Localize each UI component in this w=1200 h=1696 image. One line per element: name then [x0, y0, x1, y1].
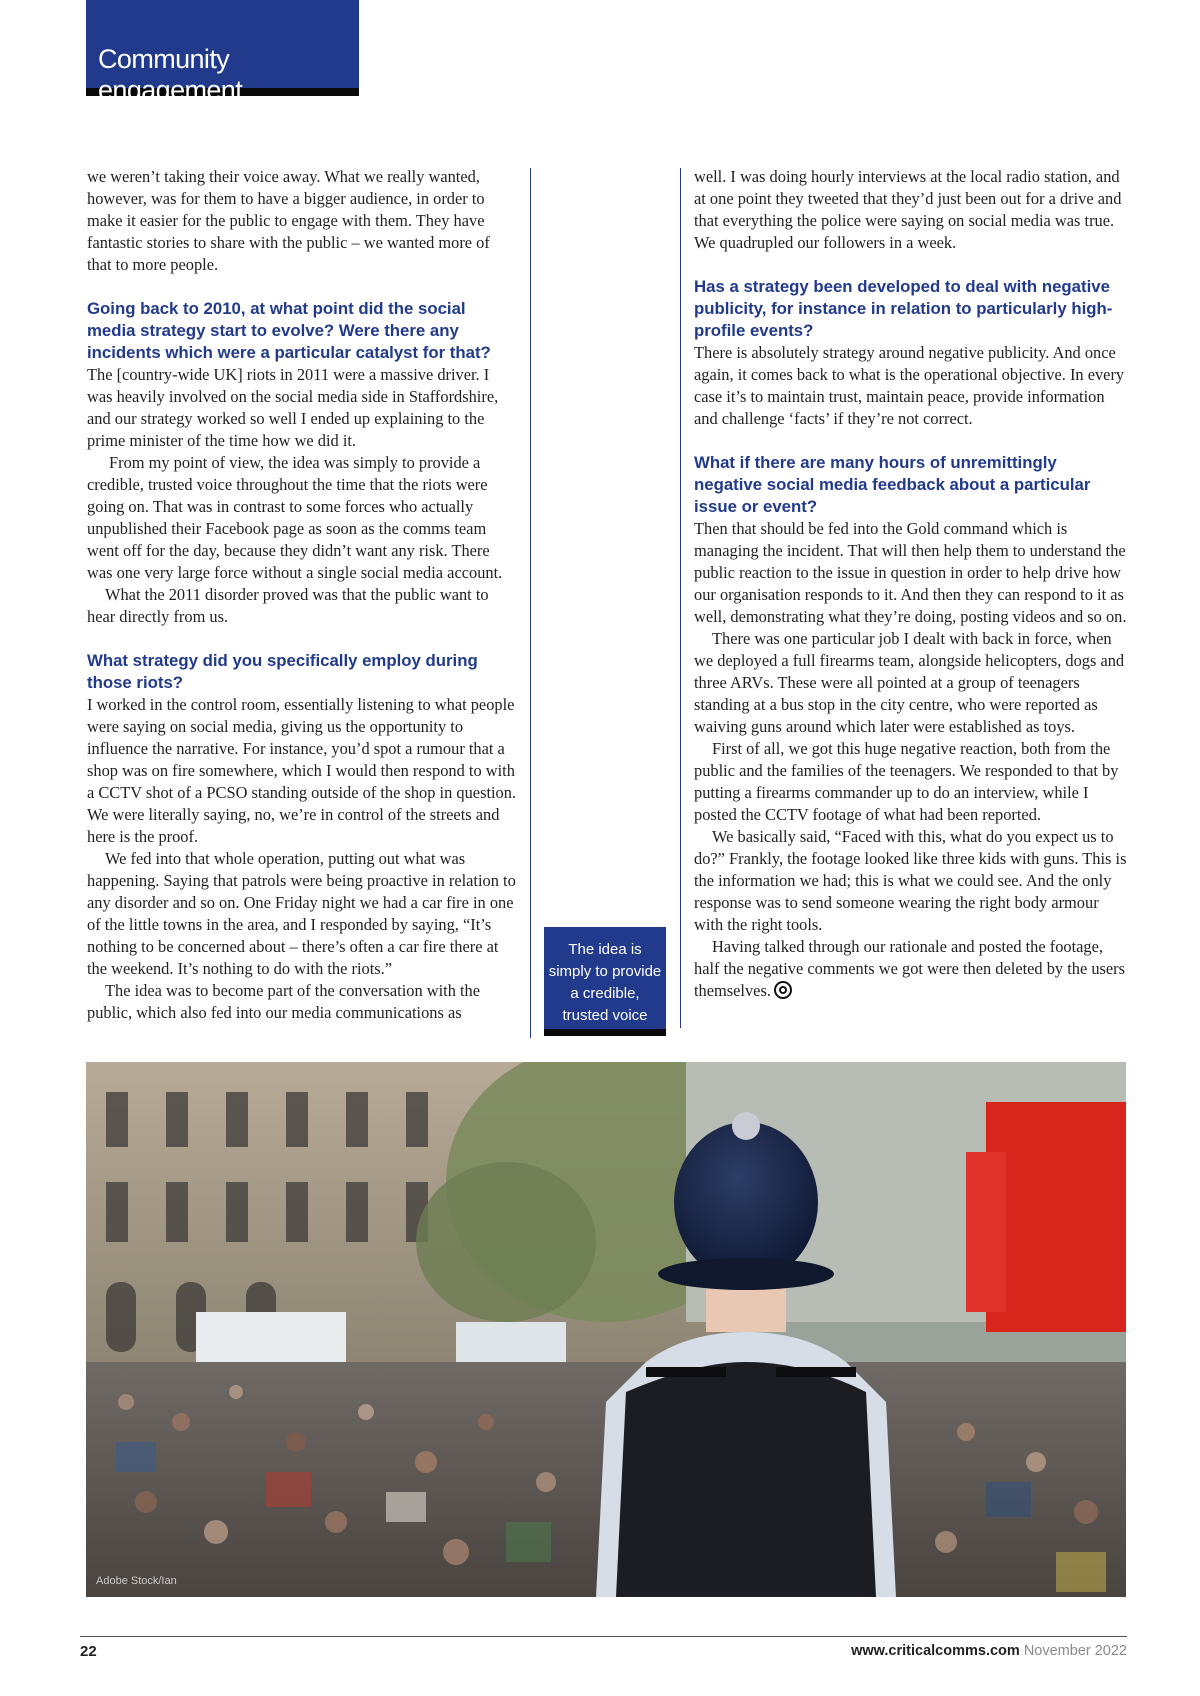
pull-quote [544, 927, 666, 1036]
interview-question: What strategy did you specifically employ during those riots? [87, 651, 478, 692]
body-paragraph: The [country-wide UK] riots in 2011 were a massive driver. I was heavily involved on the social media side in Staffordshire, and our strategy worked so well I ended up explaining to the prime minister of the time how we did it. [87, 365, 499, 450]
issue-date: November 2022 [1023, 1643, 1127, 1659]
body-paragraph: We basically said, “Faced with this, what do you expect us to do?” Frankly, the footage looked like three kids with guns. This is the information we had; this is what we could see. And the only response was to send someone wearing the right body armour with the right tools. [694, 827, 1127, 934]
body-paragraph: I worked in the control room, essentially listening to what people were saying on social media, giving us the opportunity to influence the narrative. For instance, you’d spot a rumour that a shop was on fire somewhere, which I would then respond to with a CCTV shot of a PCSO standing outside of the shop in question. We were literally saying, no, we’re in control of the streets and here is the proof. [87, 695, 517, 846]
body-paragraph: There is absolutely strategy around negative publicity. And once again, it comes back to what is the operational objective. In every case it’s to maintain trust, maintain peace, provide information and challenge ‘facts’ if they’re not correct. [694, 343, 1125, 428]
article-column-right [694, 166, 1127, 1002]
body-paragraph: The idea was to become part of the conversation with the public, which also fed into our media communications as [87, 981, 481, 1022]
final-paragraph-text: Having talked through our rationale and posted the footage, half the negative comments we got were then deleted by the users themselves. [694, 937, 1126, 1000]
column-divider [530, 168, 531, 1038]
body-paragraph: well. I was doing hourly interviews at the local radio station, and at one point they tweeted that they’d just been out for a drive and that everything the police were saying on social media was true. We quadrupled our followers in a week. [694, 167, 1122, 252]
body-paragraph: There was one particular job I dealt with back in force, when we deployed a full firearms team, alongside helicopters, dogs and three ARVs. These were all pointed at a group of teenagers standing at a bus stop in the city centre, who were reported as waiving guns around which later were established as toys. [694, 629, 1125, 736]
page-number: 22 [80, 1643, 97, 1660]
end-of-article-icon [774, 981, 792, 999]
article-column-left [87, 166, 517, 1024]
section-header [86, 0, 359, 105]
website-url[interactable]: www.criticalcomms.com [851, 1643, 1020, 1659]
body-paragraph: What the 2011 disorder proved was that the public want to hear directly from us. [87, 585, 489, 626]
interview-question: Going back to 2010, at what point did the social media strategy start to evolve? Were there any incidents which were a particular catalyst for that? [87, 299, 491, 362]
section-title: Community engagement [98, 44, 243, 105]
column-divider [680, 168, 681, 1028]
footer-rule [80, 1636, 1127, 1637]
body-paragraph: we weren’t taking their voice away. What we really wanted, however, was for them to have a bigger audience, in order to make it easier for the public to engage with them. They have fantastic stories to share with the public – we wanted more of that to more people. [87, 167, 490, 274]
interview-question: What if there are many hours of unremittingly negative social media feedback about a particular issue or event? [694, 453, 1091, 516]
interview-question: Has a strategy been developed to deal with negative publicity, for instance in relation to particularly high-profile events? [694, 277, 1113, 340]
photo-illustration [86, 1062, 1126, 1597]
body-paragraph: Then that should be fed into the Gold command which is managing the incident. That will then help them to understand the public reaction to the issue in question in order to help drive how our organisation responds to it. And then they can respond to it as well, demonstrating what they’re doing, posting videos and so on. [694, 519, 1127, 626]
pull-quote-text: The idea is simply to provide a credible, trusted voice [548, 941, 662, 1024]
photo-credit: Adobe Stock/Ian [96, 1575, 177, 1587]
body-paragraph: From my point of view, the idea was simply to provide a credible, trusted voice throughout the time that the riots were going on. That was in contrast to some forces who actually unpublished their Facebook page as soon as the comms team went off for the day, because they didn’t want any risk. There was one very large force without a single social media account. [87, 453, 503, 582]
body-paragraph-final [694, 936, 1127, 1002]
police-officer-photo [86, 1062, 1126, 1597]
body-paragraph: We fed into that whole operation, putting out what was happening. Saying that patrols were being proactive in relation to any disorder and so on. One Friday night we had a car fire in one of the little towns in the area, and I responded by saying, “It’s nothing to be concerned about – there’s often a car fire there at the weekend. It’s nothing to do with the riots.” [87, 849, 516, 978]
footer-publication [851, 1643, 1127, 1659]
body-paragraph: First of all, we got this huge negative reaction, both from the public and the families of the teenagers. We responded to that by putting a firearms commander up to do an interview, while I posted the CCTV footage of what had been reported. [694, 739, 1119, 824]
